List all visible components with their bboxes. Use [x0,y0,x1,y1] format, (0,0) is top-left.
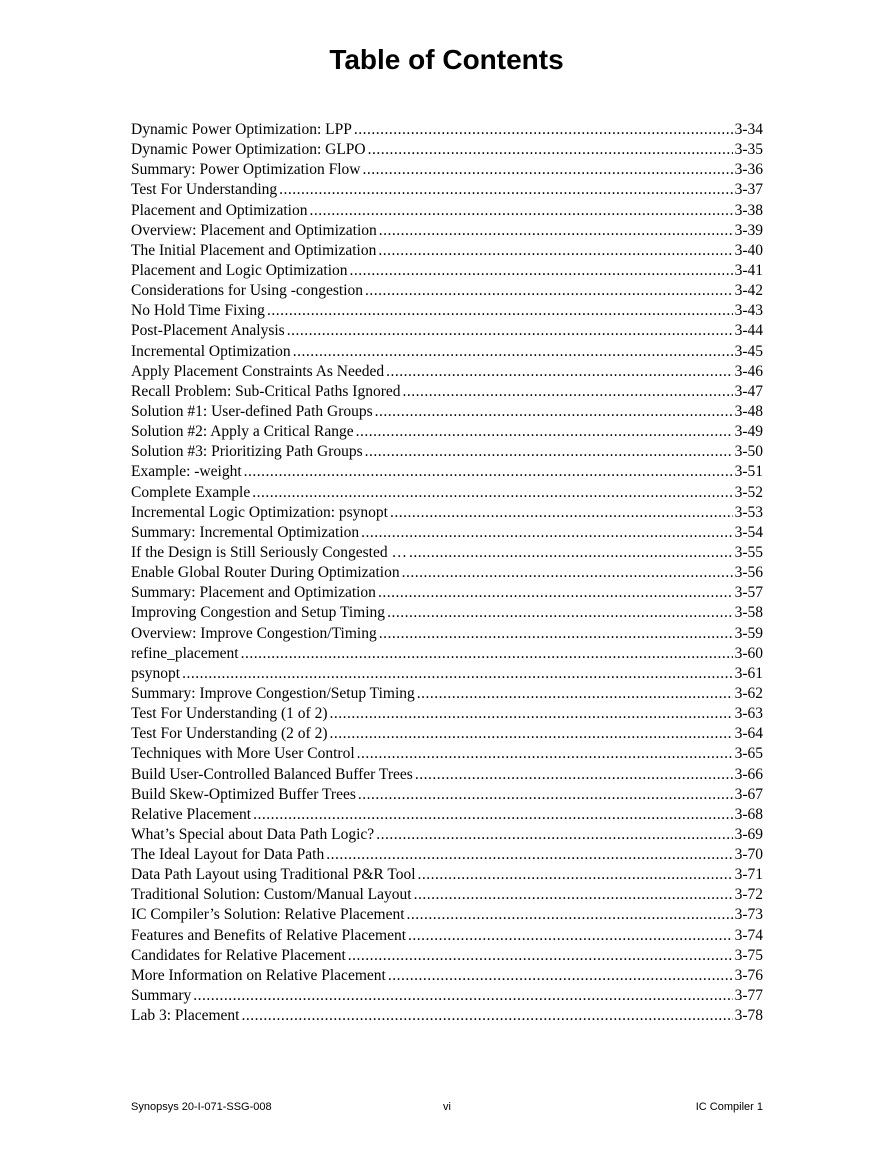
toc-entry-title: Summary: Incremental Optimization [131,523,360,541]
toc-dot-leader [418,865,733,885]
toc-entry[interactable] [131,342,763,362]
toc-dot-leader [293,342,733,362]
toc-dot-leader [362,160,732,180]
toc-dot-leader [241,644,733,664]
toc-entry-title: Incremental Optimization [131,342,291,360]
toc-entry-title: Dynamic Power Optimization: GLPO [131,141,366,159]
toc-entry[interactable] [131,503,763,523]
toc-entry[interactable] [131,462,763,482]
toc-entry-page: 3-44 [734,322,763,340]
toc-entry[interactable] [131,946,763,966]
toc-entry-title: The Initial Placement and Optimization [131,241,377,259]
toc-entry-page: 3-41 [734,261,763,279]
toc-entry[interactable] [131,805,763,825]
toc-entry[interactable] [131,704,763,724]
toc-dot-leader [267,301,733,321]
toc-entry[interactable] [131,624,763,644]
toc-entry-title: Solution #2: Apply a Critical Range [131,423,354,441]
toc-entry-page: 3-49 [734,423,763,441]
toc-entry[interactable] [131,765,763,785]
toc-dot-leader [388,966,733,986]
toc-entry-title: Relative Placement [131,805,252,823]
toc-entry-title: Traditional Solution: Custom/Manual Layout [131,886,412,904]
toc-entry[interactable] [131,362,763,382]
toc-entry[interactable] [131,724,763,744]
toc-entry[interactable] [131,160,763,180]
toc-dot-leader [415,765,733,785]
toc-entry-page: 3-69 [734,825,763,843]
toc-entry-title: Recall Problem: Sub-Critical Paths Ignored [131,382,401,400]
toc-entry[interactable] [131,644,763,664]
toc-entry-title: Test For Understanding [131,181,278,199]
toc-entry-page: 3-75 [734,946,763,964]
toc-entry-title: Incremental Logic Optimization: psynopt [131,503,388,521]
toc-entry-page: 3-42 [734,282,763,300]
toc-entry-page: 3-70 [734,846,763,864]
toc-entry[interactable] [131,382,763,402]
toc-entry[interactable] [131,241,763,261]
toc-dot-leader [368,140,733,160]
toc-entry-page: 3-37 [734,181,763,199]
toc-entry-title: If the Design is Still Seriously Congested … [131,543,407,561]
toc-entry[interactable] [131,422,763,442]
page-footer [131,1099,763,1115]
toc-entry-title: Post-Placement Analysis [131,322,285,340]
toc-entry-title: Test For Understanding (2 of 2) [131,725,328,743]
toc-entry-title: The Ideal Layout for Data Path [131,846,325,864]
toc-dot-leader [330,704,733,724]
toc-entry-title: Lab 3: Placement [131,1007,240,1025]
toc-dot-leader [402,382,732,402]
toc-entry-page: 3-36 [734,161,763,179]
toc-dot-leader [244,462,733,482]
toc-dot-leader [253,805,732,825]
toc-dot-leader [414,885,733,905]
toc-entry[interactable] [131,603,763,623]
toc-dot-leader [252,483,732,503]
toc-entry-title: Solution #1: User-defined Path Groups [131,402,373,420]
toc-entry[interactable] [131,905,763,925]
toc-dot-leader [387,603,733,623]
toc-entry[interactable] [131,301,763,321]
toc-entry[interactable] [131,221,763,241]
toc-entry-page: 3-65 [734,745,763,763]
toc-entry[interactable] [131,926,763,946]
toc-entry[interactable] [131,845,763,865]
toc-dot-leader [193,986,732,1006]
toc-entry-title: What’s Special about Data Path Logic? [131,825,375,843]
toc-entry-page: 3-72 [734,886,763,904]
toc-entry-page: 3-74 [734,926,763,944]
toc-entry-title: Test For Understanding (1 of 2) [131,705,328,723]
toc-entry-title: Improving Congestion and Setup Timing [131,604,386,622]
toc-entry-page: 3-39 [734,221,763,239]
toc-dot-leader [330,724,733,744]
toc-entry-page: 3-38 [734,201,763,219]
toc-entry-page: 3-52 [734,483,763,501]
toc-entry-page: 3-50 [734,443,763,461]
toc-entry-page: 3-68 [734,805,763,823]
footer-course-name: IC Compiler 1 [695,1101,763,1113]
toc-dot-leader [357,744,733,764]
toc-entry-title: Features and Benefits of Relative Placement [131,926,407,944]
toc-dot-leader [350,261,733,281]
toc-entry-title: psynopt [131,664,181,682]
toc-entry[interactable] [131,281,763,301]
toc-entry[interactable] [131,825,763,845]
toc-entry-page: 3-47 [734,382,763,400]
toc-entry-page: 3-54 [734,523,763,541]
toc-entry[interactable] [131,402,763,422]
toc-entry[interactable] [131,785,763,805]
toc-entry-page: 3-58 [734,604,763,622]
toc-entry-page: 3-77 [734,987,763,1005]
toc-entry[interactable] [131,120,763,140]
toc-entry[interactable] [131,180,763,200]
toc-dot-leader [358,785,733,805]
toc-entry-title: Summary [131,987,192,1005]
toc-entry[interactable] [131,744,763,764]
toc-entry-page: 3-46 [734,362,763,380]
toc-entry-page: 3-57 [734,584,763,602]
toc-entry-page: 3-53 [734,503,763,521]
toc-entry[interactable] [131,563,763,583]
toc-entry-title: refine_placement [131,644,239,662]
toc-dot-leader [386,362,732,382]
toc-entry[interactable] [131,583,763,603]
toc-entry-title: Considerations for Using -congestion [131,282,364,300]
toc-entry-page: 3-56 [734,564,763,582]
toc-entry-page: 3-34 [734,121,763,138]
toc-entry-title: Summary: Improve Congestion/Setup Timing [131,684,415,702]
toc-dot-leader [241,1006,732,1026]
toc-dot-leader [375,402,733,422]
toc-entry-title: IC Compiler’s Solution: Relative Placement [131,906,405,924]
toc-entry-title: Example: -weight [131,463,242,481]
toc-dot-leader [326,845,732,865]
toc-entry-page: 3-59 [734,624,763,642]
toc-entry-title: Data Path Layout using Traditional P&R Tool [131,866,416,884]
toc-dot-leader [356,422,733,442]
toc-entry-title: Apply Placement Constraints As Needed [131,362,385,380]
toc-dot-leader [287,321,733,341]
toc-entry-page: 3-71 [734,866,763,884]
toc-entry-title: Dynamic Power Optimization: LPP [131,121,352,138]
toc-entry-title: No Hold Time Fixing [131,302,265,320]
toc-entry[interactable] [131,1006,763,1026]
toc-entry[interactable] [131,885,763,905]
toc-entry-title: Techniques with More User Control [131,745,355,763]
toc-entry-page: 3-45 [734,342,763,360]
toc-dot-leader [348,946,733,966]
toc-dot-leader [390,503,733,523]
toc-entry[interactable] [131,201,763,221]
toc-entry-page: 3-76 [734,966,763,984]
toc-entry-page: 3-60 [734,644,763,662]
toc-entry-page: 3-40 [734,241,763,259]
toc-entry-title: Placement and Logic Optimization [131,261,348,279]
toc-entry-title: Candidates for Relative Placement [131,946,346,964]
toc-entry[interactable] [131,523,763,543]
toc-entry-page: 3-78 [734,1007,763,1025]
toc-entry[interactable] [131,986,763,1006]
table-of-contents [131,120,763,1026]
footer-page-number: vi [443,1101,451,1113]
toc-entry-title: Build User-Controlled Balanced Buffer Trees [131,765,413,783]
toc-dot-leader [417,684,733,704]
toc-dot-leader [354,120,733,140]
toc-entry[interactable] [131,664,763,684]
toc-entry[interactable] [131,442,763,462]
toc-entry-page: 3-55 [734,543,763,561]
toc-entry-page: 3-73 [734,906,763,924]
toc-entry-page: 3-43 [734,302,763,320]
toc-entry[interactable] [131,966,763,986]
toc-dot-leader [279,180,732,200]
toc-dot-leader [361,523,732,543]
toc-entry-title: Complete Example [131,483,251,501]
toc-entry-title: Build Skew-Optimized Buffer Trees [131,785,356,803]
toc-dot-leader [378,241,732,261]
toc-dot-leader [379,221,733,241]
toc-dot-leader [365,281,733,301]
toc-dot-leader [408,926,733,946]
toc-entry-page: 3-35 [734,141,763,159]
toc-dot-leader [365,442,733,462]
toc-entry-title: Summary: Power Optimization Flow [131,161,361,179]
toc-entry-page: 3-64 [734,725,763,743]
toc-entry[interactable] [131,684,763,704]
toc-entry[interactable] [131,865,763,885]
toc-entry-page: 3-51 [734,463,763,481]
toc-entry-title: More Information on Relative Placement [131,966,386,984]
toc-entry-page: 3-61 [734,664,763,682]
toc-dot-leader [378,583,733,603]
toc-entry[interactable] [131,140,763,160]
toc-entry-page: 3-62 [734,684,763,702]
page-title: Table of Contents [329,44,564,75]
toc-entry-title: Summary: Placement and Optimization [131,584,376,602]
toc-dot-leader [402,563,733,583]
toc-dot-leader [182,664,732,684]
toc-dot-leader [379,624,733,644]
toc-dot-leader [309,201,732,221]
toc-dot-leader [409,543,733,563]
toc-entry-title: Overview: Placement and Optimization [131,221,377,239]
toc-entry[interactable] [131,321,763,341]
toc-entry[interactable] [131,483,763,503]
toc-dot-leader [407,905,733,925]
toc-entry[interactable] [131,543,763,563]
toc-entry-page: 3-48 [734,402,763,420]
toc-entry-page: 3-63 [734,705,763,723]
toc-entry-title: Placement and Optimization [131,201,308,219]
toc-entry[interactable] [131,261,763,281]
toc-entry-title: Solution #3: Prioritizing Path Groups [131,443,363,461]
toc-entry-page: 3-66 [734,765,763,783]
toc-entry-title: Enable Global Router During Optimization [131,564,400,582]
toc-entry-title: Overview: Improve Congestion/Timing [131,624,377,642]
toc-dot-leader [376,825,732,845]
toc-entry-page: 3-67 [734,785,763,803]
footer-document-id: Synopsys 20-I-071-SSG-008 [131,1101,272,1113]
